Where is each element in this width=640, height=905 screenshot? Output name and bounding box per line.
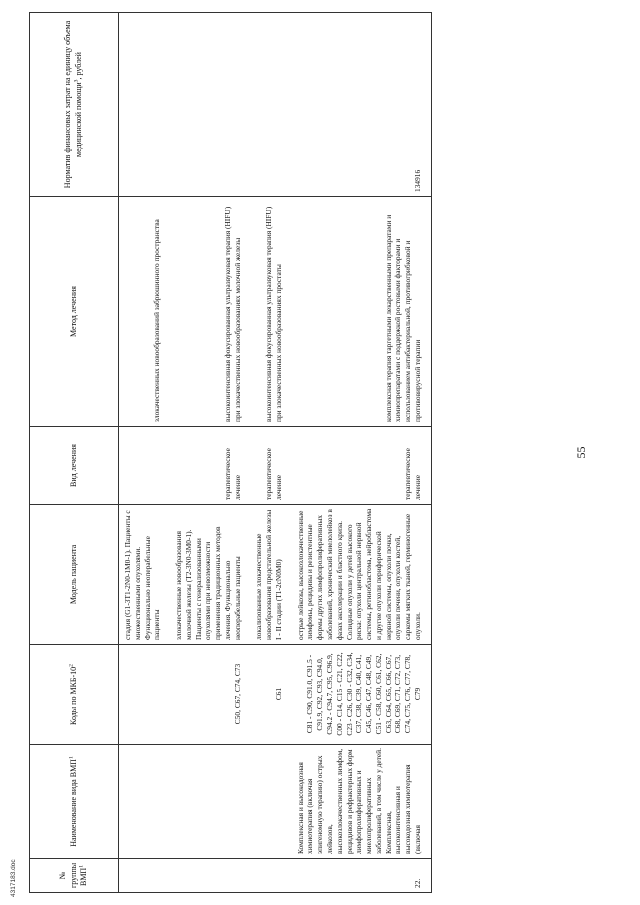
cell-vmp-name: Комплексная и высокодозная химиотерапия (включая эпигеномную терапию) острых лейкозов, высокозлокачественных лимфом, рецидивов и рефрактерных форм лимфопролиферативных и миелопролиферативных заболеваний, в том числе у детей. Комплексная, высокоинтенсивная и высокодозная химиотерапия (включая bbox=[292, 745, 431, 859]
cell-patient-model: стадия (G1-3T1-2N0-1M0-1). Пациенты с множественными опухолями. Функционально неоперабельные пациенты bbox=[119, 505, 171, 645]
cell-treatment-type: терапевтическое лечение bbox=[170, 427, 250, 505]
cell-treatment-method: комплексная терапия таргетными лекарственными препаратами и химиопрепаратами с поддержкой ростовыми факторами и использованием антибактериальной, противогрибковой и противовирусной терапии bbox=[292, 197, 431, 427]
cell-treatment-type bbox=[119, 427, 171, 505]
cell-group-no: 22. bbox=[292, 859, 431, 893]
header-group-no: № группы ВМП$^1$ bbox=[30, 859, 119, 893]
cell-cost bbox=[250, 13, 291, 197]
cell-group-no bbox=[170, 859, 250, 893]
cell-treatment-method: высокоинтенсивная фокусированная ультразвуковая терапия (HIFU) при злокачественных новообразованиях простаты bbox=[250, 197, 291, 427]
cell-cost: 134916 bbox=[292, 13, 431, 197]
table-row bbox=[170, 13, 250, 893]
cell-patient-model: локализованные злокачественные новообразования предстательной железы I - II стадии (T1-2cN0M0) bbox=[250, 505, 291, 645]
vmp-table bbox=[29, 12, 432, 893]
table-row bbox=[250, 13, 291, 893]
header-icd-codes: Коды по МКБ-$10^2$ bbox=[30, 645, 119, 745]
header-cost-norm: Норматив финансовых затрат на единицу объема медицинской помощи$^3$, рублей bbox=[30, 13, 119, 197]
cell-cost bbox=[170, 13, 250, 197]
cell-treatment-method: злокачественных новообразований забрюшинного пространства bbox=[119, 197, 171, 427]
page-number: 55 bbox=[574, 446, 588, 459]
cell-icd-codes: C81 - C90, C91.0, C91.5 - C91.9, C92, C93, C94.0, C94.2 - C94.7, C95, C96.9, C00 - C14, C15 - C21, C22, C23 - C26, C30 - C32, C34, C37, C38, C39, C40, C41, C45, C46, C47, C48, C49, C51 - C58, C60, C61, C62, C63, C64, C65, C66, C67, C68, C69, C71, C72, C73, C74, C75, C76, C77, C78, C79 bbox=[292, 645, 431, 745]
cell-vmp-name bbox=[170, 745, 250, 859]
cell-patient-model: злокачественные новообразования молочной железы (T2-3N0-3M0-1). Пациенты с генерализованными опухолями при невозможности применения традиционных методов лечения. Функционально неоперабельные пациенты bbox=[170, 505, 250, 645]
table-row bbox=[119, 13, 171, 893]
cell-icd-codes bbox=[119, 645, 171, 745]
cell-patient-model: острые лейкозы, высокозлокачественные лимфомы, рецидивы и резистентные формы других лимфопролиферативных заболеваний, хронический миелолейкоз в фазах акселерации и бластного криза. Солидные опухоли у детей высокого риска: опухоли центральной нервной системы, ретинобластома, нейробластома и другие опухоли периферической нервной системы, опухоли почки, опухоли печени, опухоли костей, саркомы мягких тканей, герминогенные опухоли. bbox=[292, 505, 431, 645]
header-patient-model: Модель пациента bbox=[30, 505, 119, 645]
cell-icd-codes: C50, C67, C74, C73 bbox=[170, 645, 250, 745]
cell-treatment-type: терапевтическое лечение bbox=[250, 427, 291, 505]
cell-vmp-name bbox=[119, 745, 171, 859]
cell-vmp-name bbox=[250, 745, 291, 859]
header-vmp-name: Наименование вида ВМП$^1$ bbox=[30, 745, 119, 859]
cell-treatment-type: терапевтическое лечение bbox=[292, 427, 431, 505]
cell-treatment-method: высокоинтенсивная фокусированная ультразвуковая терапия (HIFU) при злокачественных новообразованиях молочной железы bbox=[170, 197, 250, 427]
header-treatment-type: Вид лечения bbox=[30, 427, 119, 505]
cell-group-no bbox=[250, 859, 291, 893]
header-treatment-method: Метод лечения bbox=[30, 197, 119, 427]
table-header-row bbox=[30, 13, 119, 893]
cell-group-no bbox=[119, 859, 171, 893]
footer-doc-id: 4317183.doc bbox=[10, 859, 17, 897]
table-row bbox=[292, 13, 431, 893]
cell-icd-codes: C61 bbox=[250, 645, 291, 745]
cell-cost bbox=[119, 13, 171, 197]
